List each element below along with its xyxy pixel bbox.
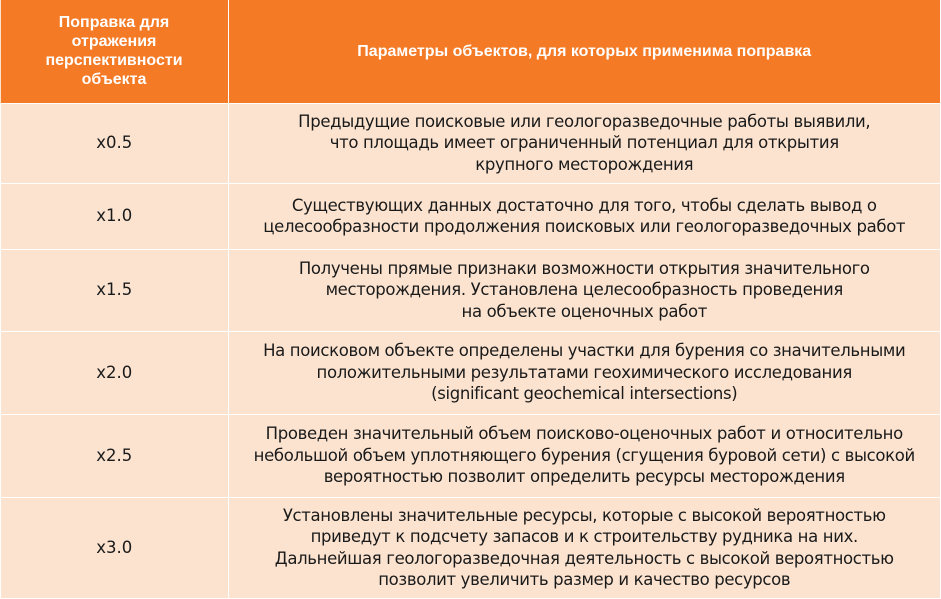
parameters-line: Установлены значительные ресурсы, которые с высокой вероятностью (282, 505, 886, 525)
table-row (1, 249, 941, 331)
coefficient-cell: x0.5 (1, 103, 229, 183)
table-body (1, 103, 941, 598)
coefficient-cell: x2.5 (1, 414, 229, 497)
parameters-line: вероятностью позволит определить ресурсы месторождения (323, 467, 845, 487)
parameters-line: Получены прямые признаки возможности открытия значительного (298, 258, 870, 278)
table-row (1, 497, 941, 598)
header-coefficient-line: Поправка для (58, 14, 170, 32)
parameters-cell (228, 497, 941, 598)
coefficient-cell: x1.0 (1, 183, 229, 249)
coefficient-cell: x1.5 (1, 249, 229, 331)
parameters-line: небольшой объем уплотняющего бурения (сгущения буровой сети) с высокой (253, 445, 915, 465)
coefficient-cell: x2.0 (1, 331, 229, 414)
parameters-cell (228, 249, 941, 331)
parameters-line: На поисковом объекте определены участки для бурения со значительными (263, 341, 906, 361)
parameters-line: приведут к подсчету запасов и к строительству рудника на них. (310, 527, 858, 546)
table-row (1, 183, 941, 249)
header-coefficient-line: перспективности (45, 52, 183, 70)
table-row (1, 103, 941, 183)
parameters-line: что площадь имеет ограниченный потенциал для открытия (329, 133, 839, 153)
parameters-line: позволит увеличить размер и качество ресурсов (378, 570, 791, 589)
parameters-cell (228, 103, 941, 183)
parameters-line: крупного месторождения (475, 154, 694, 174)
coefficient-cell: x3.0 (1, 497, 229, 598)
header-coefficient (1, 0, 229, 103)
parameters-cell (228, 183, 941, 249)
parameters-cell (228, 331, 941, 414)
parameters-cell (228, 414, 941, 497)
header-coefficient-line: объекта (81, 71, 147, 89)
parameters-line: Существующих данных достаточно для того, чтобы сделать вывод о (291, 195, 877, 215)
header-parameters: Параметры объектов, для которых применима поправка (228, 0, 941, 103)
table-header (1, 0, 941, 103)
parameters-line: (significant geochemical intersections) (431, 384, 738, 404)
parameters-line: положительными результатами геохимического исследования (316, 362, 852, 382)
parameters-line: целесообразности продолжения поисковых или геологоразведочных работ (263, 217, 906, 236)
parameters-line: Проведен значительный объем поисково-оценочных работ и относительно (265, 424, 903, 444)
parameters-line: на объекте оценочных работ (461, 301, 707, 321)
parameters-line: Дальнейшая геологоразведочная деятельность с высокой вероятностью (274, 548, 894, 568)
table-row (1, 414, 941, 497)
parameters-line: Предыдущие поисковые или геологоразведочные работы выявили, (298, 111, 871, 131)
table-row (1, 331, 941, 414)
parameters-line: месторождения. Установлена целесообразность проведения (325, 280, 843, 300)
header-coefficient-line: отражения (71, 33, 157, 51)
